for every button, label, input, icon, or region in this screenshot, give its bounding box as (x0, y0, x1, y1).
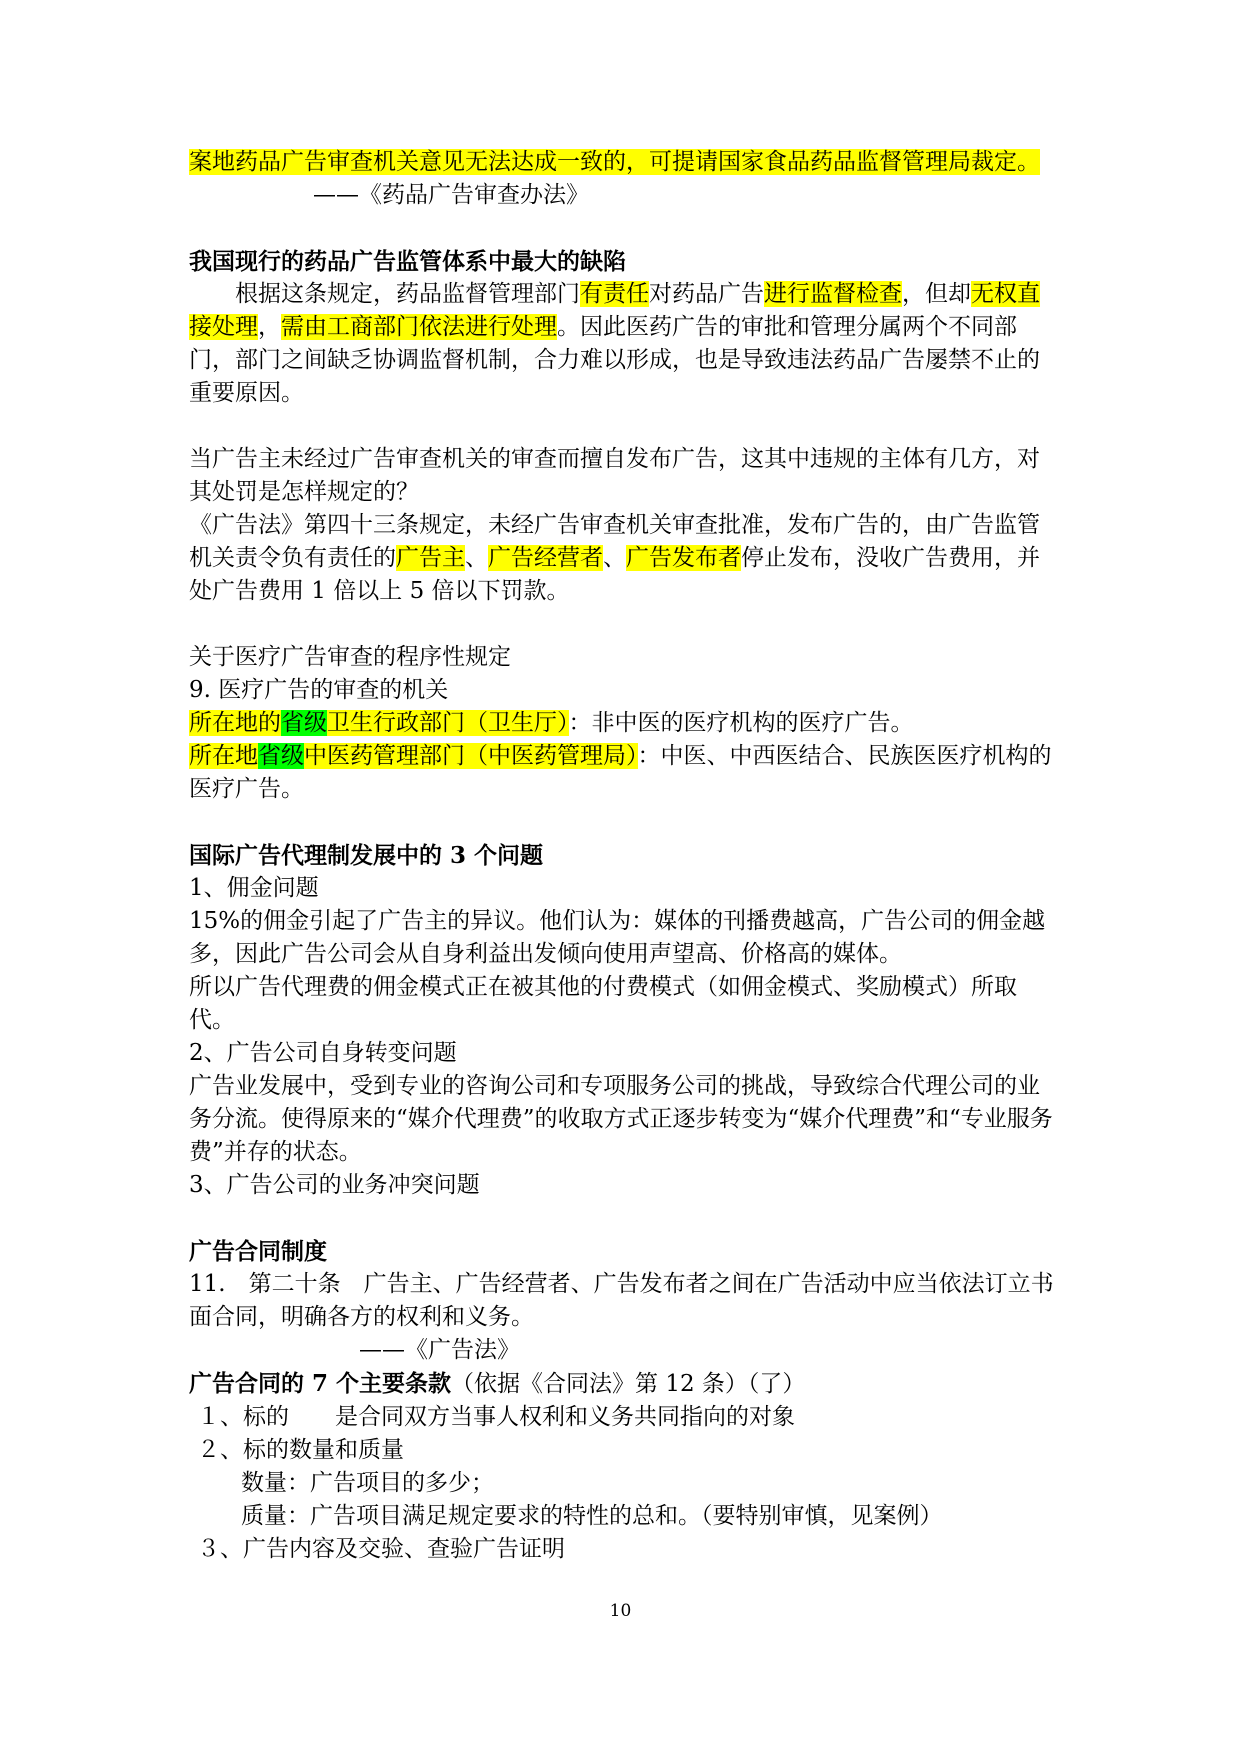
text-run: 对药品广告 (649, 281, 764, 307)
page-content (189, 146, 1059, 1566)
highlighted-text: 中医药管理部门（中医药管理局） (304, 743, 638, 769)
paragraph (189, 146, 1059, 179)
list-item: ３、广告内容及交验、查验广告证明 (197, 1536, 565, 1562)
section-title: 关于医疗广告审查的程序性规定 (189, 644, 511, 670)
highlighted-text: 广告发布者 (626, 545, 741, 571)
paragraph: 广告业发展中，受到专业的咨询公司和专项服务公司的挑战，导致综合代理公司的业务分流。使得原来的“媒介代理费”的收取方式正逐步转变为“媒介代理费”和“专业服务费”并存的状态。 (189, 1073, 1053, 1165)
highlighted-text: 进行监督检查 (764, 281, 902, 307)
highlighted-text: 广告主 (396, 545, 465, 571)
highlighted-text: 有责任 (580, 281, 649, 307)
highlighted-text: 案地药品广告审查机关意见无法达成一致的，可提请国家食品药品监督管理局裁定。 (189, 149, 1040, 175)
green-highlighted-text: 省级 (258, 743, 304, 769)
text-run: 根据这条规定，药品监督管理部门 (235, 281, 580, 307)
green-highlighted-text: 省级 (281, 710, 327, 736)
highlighted-text: 需由工商部门依法进行处理 (281, 314, 557, 340)
citation: ——《广告法》 (359, 1337, 520, 1363)
subheading-bold: 广告合同的 7 个主要条款 (189, 1370, 452, 1397)
question: 当广告主未经过广告审查机关的审查而擅自发布广告，这其中违规的主体有几方，对其处罚是怎样规定的？ (189, 446, 1040, 505)
list-item (189, 707, 1059, 740)
paragraph (189, 278, 1059, 410)
list-item: 3、广告公司的业务冲突问题 (189, 1172, 480, 1198)
citation: ——《药品广告审查办法》 (313, 182, 589, 208)
text-run: 。因此医药广告的审批和管理分属两个不同部门，部门之间缺乏协调监督机制，合力难以形成，也是导致违法药品广告屡禁不止的重要原因。 (189, 314, 1040, 406)
text-run: ：非中医的医疗机构的医疗广告。 (568, 710, 914, 736)
page-number: 10 (609, 1601, 632, 1621)
list-item: １、标的 是合同双方当事人权利和义务共同指向的对象 (197, 1404, 795, 1430)
list-item: 1、佣金问题 (189, 875, 319, 901)
subsection-title: 9. 医疗广告的审查的机关 (189, 677, 449, 703)
sub-item: 数量：广告项目的多少； (241, 1470, 494, 1496)
text-run: 、 (603, 545, 626, 571)
paragraph (189, 509, 1059, 608)
list-item: 2、广告公司自身转变问题 (189, 1040, 457, 1066)
text-run: （依据《合同法》第 12 条）（了） (451, 1371, 806, 1397)
section-heading: 广告合同制度 (189, 1238, 327, 1265)
highlighted-text: 卫生行政部门（卫生厅） (327, 710, 569, 736)
text-run: 停止发布，没收广告费用，并处广告费用 1 倍以上 5 倍以下罚款。 (189, 545, 1040, 604)
subheading (189, 1367, 1059, 1401)
text-run: ：中医、中西医结合、民族医医疗机构的医疗广告。 (189, 743, 1052, 802)
highlighted-text: 所在地 (189, 743, 258, 769)
list-item: ２、标的数量和质量 (197, 1437, 404, 1463)
text-run: ，但却 (902, 281, 971, 307)
highlighted-text: 无权直接处理 (189, 281, 1040, 340)
list-item (189, 740, 1059, 806)
paragraph: 15%的佣金引起了广告主的异议。他们认为：媒体的刊播费越高，广告公司的佣金越多，因此广告公司会从自身利益出发倾向使用声望高、价格高的媒体。 (189, 908, 1046, 967)
sub-item: 质量：广告项目满足规定要求的特性的总和。（要特别审慎，见案例） (241, 1503, 943, 1529)
section-heading: 我国现行的药品广告监管体系中最大的缺陷 (189, 248, 626, 275)
text-run: 、 (465, 545, 488, 571)
highlighted-text: 所在地的 (189, 710, 281, 736)
text-run: ， (258, 314, 281, 340)
highlighted-text: 广告经营者 (488, 545, 603, 571)
paragraph: 11. 第二十条 广告主、广告经营者、广告发布者之间在广告活动中应当依法订立书面合同，明确各方的权利和义务。 (189, 1271, 1054, 1330)
text-run: 《广告法》第四十三条规定，未经广告审查机关审查批准，发布广告的，由广告监管机关责令负有责任的 (189, 512, 1040, 571)
section-heading: 国际广告代理制发展中的 3 个问题 (189, 842, 544, 869)
paragraph: 所以广告代理费的佣金模式正在被其他的付费模式（如佣金模式、奖励模式）所取代。 (189, 974, 1017, 1033)
